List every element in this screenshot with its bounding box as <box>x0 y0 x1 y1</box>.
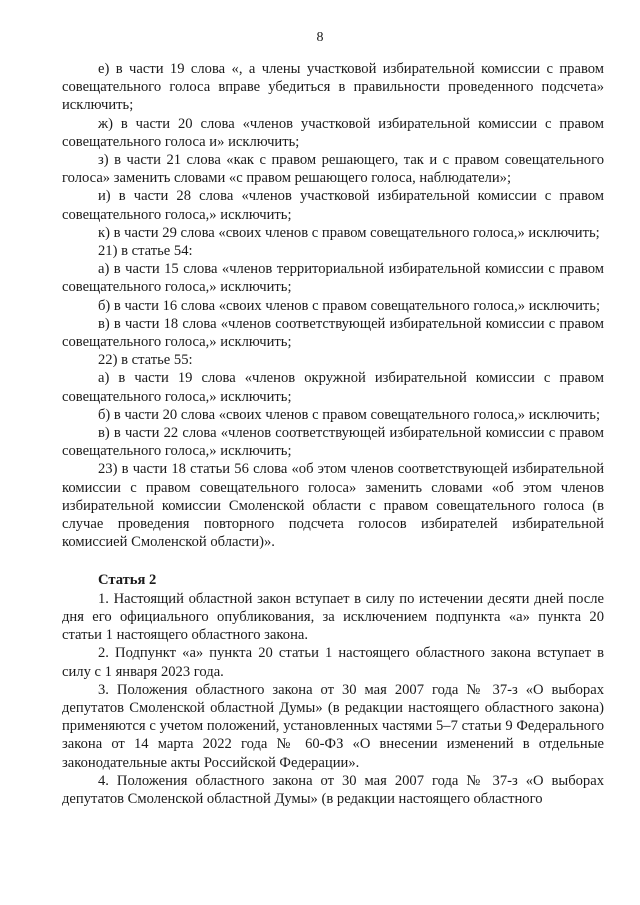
paragraph-k-part-29: к) в части 29 слова «своих членов с правом совещательного голоса,» исключить; <box>98 224 600 241</box>
paragraph-i-part-28: и) в части 28 слова «членов участковой избирательной комиссии с правом совещательного голоса,» исключить; <box>62 188 604 223</box>
paragraph-e-part-19: е) в части 19 слова «, а члены участковой избирательной комиссии с правом совещательного голоса вправе убедиться в правильности проведенного подсчета» исключить; <box>62 61 604 114</box>
paragraph-v-part-22: в) в части 22 слова «членов соответствующей избирательной комиссии с правом совещательного голоса,» исключить; <box>62 425 604 460</box>
article-2-paragraph-3: 3. Положения областного закона от 30 мая 2007 года № 37-з «О выборах депутатов Смоленской областной Думы» (в редакции настоящего областного закона) применяются с учетом положений, установленных частями 5–7 статьи 9 Федерального закона от 14 марта 2022 года № 60-ФЗ «О внесении изменений в отдельные законодательные акты Российской Федерации». <box>62 681 604 771</box>
article-2-title: Статья 2 <box>98 572 157 589</box>
item-23-article-56: 23) в части 18 статьи 56 слова «об этом членов соответствующей избирательной комиссии с правом совещательного голоса» заменить словами «об этом членов избирательной комиссии Смоленской области с правом совещательного голоса (в случае проведения повторного подсчета голосов избирателей избирательной комиссией Смоленской области)». <box>62 461 604 551</box>
item-21-article-54: 21) в статье 54: <box>98 243 193 260</box>
article-2-paragraph-2: 2. Подпункт «а» пункта 20 статьи 1 настоящего областного закона вступает в силу с 1 января 2023 года. <box>62 645 604 680</box>
article-2-paragraph-1: 1. Настоящий областной закон вступает в силу по истечении десяти дней после дня его официального опубликования, за исключением подпункта «а» пункта 20 статьи 1 настоящего областного закона. <box>62 590 604 644</box>
paragraph-b-part-16: б) в части 16 слова «своих членов с правом совещательного голоса,» исключить; <box>98 297 600 314</box>
paragraph-v-part-18: в) в части 18 слова «членов соответствующей избирательной комиссии с правом совещательного голоса,» исключить; <box>62 315 604 351</box>
item-22-article-55: 22) в статье 55: <box>98 352 193 369</box>
paragraph-zh-part-20: ж) в части 20 слова «членов участковой избирательной комиссии с правом совещательного голоса и» исключить; <box>62 115 604 150</box>
paragraph-a-part-19: а) в части 19 слова «членов окружной избирательной комиссии с правом совещательного голоса,» исключить; <box>62 370 604 405</box>
article-2-paragraph-4: 4. Положения областного закона от 30 мая 2007 года № 37-з «О выборах депутатов Смоленской областной Думы» (в редакции настоящего областного <box>62 772 604 807</box>
paragraph-b-part-20: б) в части 20 слова «своих членов с правом совещательного голоса,» исключить; <box>98 406 600 423</box>
document-body <box>62 60 604 808</box>
section-spacer <box>62 551 604 571</box>
paragraph-a-part-15: а) в части 15 слова «членов территориальной избирательной комиссии с правом совещательного голоса,» исключить; <box>62 261 604 296</box>
page-number: 8 <box>316 30 324 45</box>
paragraph-z-part-21: з) в части 21 слова «как с правом решающего, так и с правом совещательного голоса» заменить словами «с правом решающего голоса, наблюдатели»; <box>62 152 604 187</box>
